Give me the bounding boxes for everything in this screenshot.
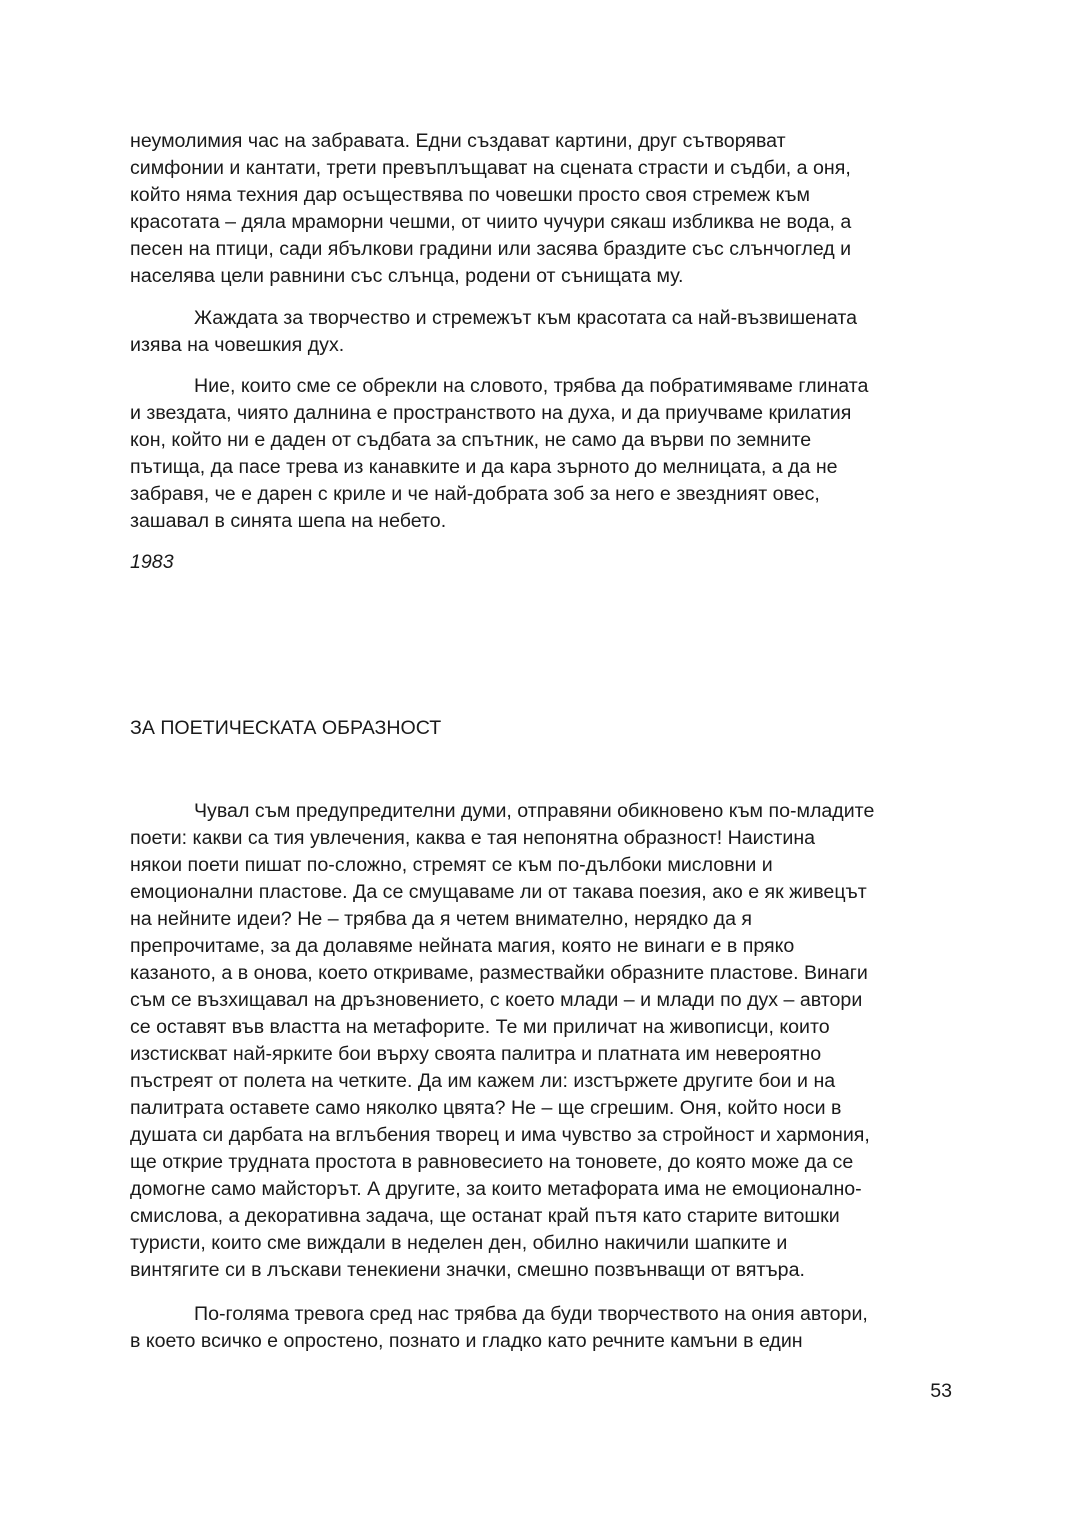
text-line: забравя, че е дарен с криле и че най-добрата зоб за него е звездният овес, (130, 483, 820, 505)
page-number: 53 (930, 1380, 952, 1402)
text-line: красотата – дяла мраморни чешми, от чиито чучури сякаш избликва не вода, а (130, 211, 852, 233)
text-line: препрочитаме, за да долавяме нейната магия, която не винаги е в пряко (130, 935, 795, 957)
essay1-paragraph-2 (130, 305, 955, 359)
essay2-paragraph-2 (130, 1301, 955, 1355)
text-line: песен на птици, сади ябълкови градини или засява браздите със слънчоглед и (130, 238, 852, 260)
text-line: пътища, да пасе трева из канавките и да кара зърното до мелницата, а да не (130, 456, 838, 478)
text-line: душата си дарбата на вглъбения творец и има чувство за стройност и хармония, (130, 1124, 870, 1146)
text-line: в което всичко е опростено, познато и гладко като речните камъни в един (130, 1330, 803, 1352)
text-line: зашавал в синята шепа на небето. (130, 510, 447, 532)
text-line: смислова, а декоративна задача, ще останат край пътя като старите витошки (130, 1205, 840, 1227)
text-line: Чувал съм предупредителни думи, отправяни обикновено към по-младите (194, 800, 875, 822)
text-line: поети: какви са тия увлечения, каква е тая непонятна образност! Наистина (130, 827, 816, 849)
essay1-paragraph-1 (130, 128, 955, 290)
text-line: По-голяма тревога сред нас трябва да буди творчеството на ония автори, (194, 1303, 868, 1325)
text-line: на нейните идеи? Не – трябва да я четем внимателно, нерядко да я (130, 908, 753, 930)
text-line: туристи, които сме виждали в неделен ден, обилно накичили шапките и (130, 1232, 788, 1254)
essay1-year: 1983 (130, 551, 174, 573)
text-line: палитрата оставете само няколко цвята? Не – ще сгрешим. Оня, който носи в (130, 1097, 842, 1119)
text-line: някои поети пишат по-сложно, стремят се към по-дълбоки мисловни и (130, 854, 773, 876)
text-line: винтягите си в лъскави тенекиени значки, смешно позвънващи от вятъра. (130, 1259, 805, 1281)
text-line: Ние, които сме се обрекли на словото, трябва да побратимяваме глината (194, 375, 869, 397)
text-line: пъстреят от полета на четките. Да им кажем ли: изстържете другите бои и на (130, 1070, 836, 1092)
essay2-paragraph-1 (130, 798, 955, 1284)
text-line: се оставят във властта на метафорите. Те ми приличат на живописци, които (130, 1016, 830, 1038)
text-line: кон, който ни е даден от съдбата за спътник, не само да върви по земните (130, 429, 812, 451)
text-line: съм се възхищавал на дръзновението, с което млади – и млади по дух – автори (130, 989, 863, 1011)
text-line: който няма техния дар осъществява по човешки просто своя стремеж към (130, 184, 810, 206)
essay1-paragraph-3 (130, 373, 955, 535)
text-line: изява на човешкия дух. (130, 334, 345, 356)
text-line: домогне само майсторът. А другите, за които метафората има не емоционално- (130, 1178, 862, 1200)
text-line: емоционални пластове. Да се смущаваме ли от такава поезия, ако е як живецът (130, 881, 867, 903)
text-line: Жаждата за творчество и стремежът към красотата са най-възвишената (194, 307, 857, 329)
text-line: симфонии и кантати, трети превъплъщават на сцената страсти и съдби, а оня, (130, 157, 851, 179)
text-line: ще открие трудната простота в равновесието на тоновете, до която може да се (130, 1151, 854, 1173)
text-line: неумолимия час на забравата. Едни създават картини, друг сътворяват (130, 130, 786, 152)
text-line: изстискват най-ярките бои върху своята палитра и платната им невероятно (130, 1043, 822, 1065)
text-line: населява цели равнини със слънца, родени от сънищата му. (130, 265, 684, 287)
essay2-title: ЗА ПОЕТИЧЕСКАТА ОБРАЗНОСТ (130, 717, 442, 739)
text-line: и звездата, чиято далнина е пространството на духа, и да приучваме крилатия (130, 402, 852, 424)
text-line: казаното, а в онова, което откриваме, размествайки образните пластове. Винаги (130, 962, 868, 984)
